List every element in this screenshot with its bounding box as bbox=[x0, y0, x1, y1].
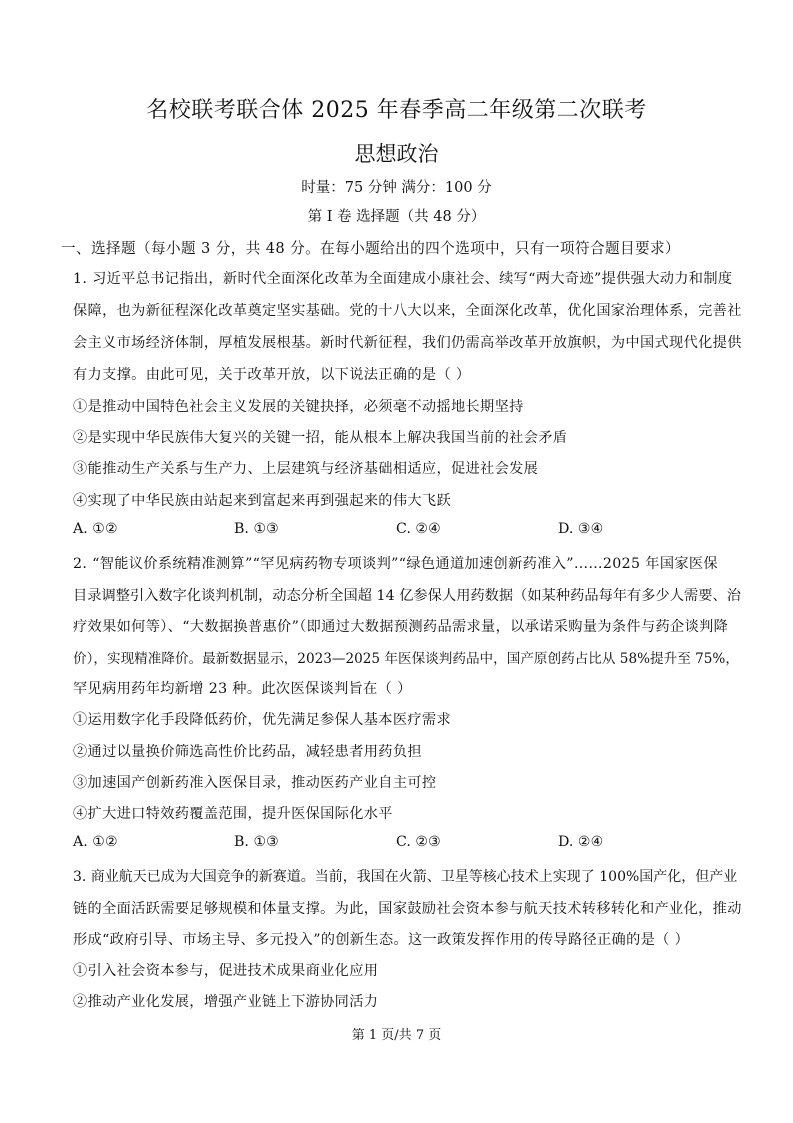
instructions: 一、选择题（每小题 3 分，共 48 分。在每小题给出的四个选项中，只有一项符合题目要求） bbox=[61, 240, 680, 257]
question-text-line: 链的全面活跃需要足够规模和体量支撑。为此，国家鼓励社会资本参与航天技术转移转化和产业化，推动 bbox=[73, 901, 742, 917]
question-text-line: 3. 商业航天已成为大国竞争的新赛道。当前，我国在火箭、卫星等核心技术上实现了 100%国产化，但产业 bbox=[73, 869, 738, 885]
option-d[interactable]: D. ②④ bbox=[558, 834, 604, 850]
question-text-line: 会主义市场经济体制，厚植发展根基。新时代新征程，我们仍需高举改革开放旗帜，为中国式现代化提供 bbox=[73, 335, 742, 351]
statement-item: ②是实现中华民族伟大复兴的关键一招，能从根本上解决我国当前的社会矛盾 bbox=[73, 430, 568, 446]
statement-item: ③加速国产创新药准入医保目录，推动医药产业自主可控 bbox=[73, 775, 437, 791]
statement-item: ①引入社会资本参与，促进技术成果商业化应用 bbox=[73, 963, 379, 979]
statement-item: ④实现了中华民族由站起来到富起来再到强起来的伟大飞跃 bbox=[73, 493, 451, 509]
question-text-line: 有力支撑。由此可见，关于改革开放，以下说法正确的是（ ） bbox=[73, 367, 471, 383]
question-text-line: 2. “智能议价系统精准测算”“罕见病药物专项谈判”“绿色通道加速创新药准入”……2025 年国家医保 bbox=[73, 556, 718, 572]
question-text-line: 目录调整引入数字化谈判机制，动态分析全国超 14 亿参保人用药数据（如某种药品每年有多少人需要、治 bbox=[73, 588, 741, 604]
question-text-line: 价），实现精准降价。最新数据显示，2023—2025 年医保谈判药品中，国产原创药占比从 58%提升至 75%， bbox=[73, 651, 739, 667]
exam-title: 名校联考联合体 2025 年春季高二年级第二次联考 bbox=[146, 98, 647, 123]
statement-item: ③能推动生产关系与生产力、上层建筑与经济基础相适应，促进社会发展 bbox=[73, 461, 539, 477]
option-a[interactable]: A. ①② bbox=[73, 834, 118, 850]
option-c[interactable]: C. ②③ bbox=[396, 834, 441, 850]
question-text-line: 疗效果如何等）、“大数据换普惠价”（即通过大数据预测药品需求量，以承诺采购量为条件与药企谈判降 bbox=[73, 619, 729, 635]
option-c[interactable]: C. ②④ bbox=[396, 521, 441, 537]
option-b[interactable]: B. ①③ bbox=[234, 834, 279, 850]
statement-item: ①是推动中国特色社会主义发展的关键抉择，必须毫不动摇地长期坚持 bbox=[73, 399, 524, 415]
question-text-line: 保障，也为新征程深化改革奠定坚实基础。党的十八大以来，全面深化改革，优化国家治理体系，完善社 bbox=[73, 303, 742, 319]
statement-item: ②通过以量换价筛选高性价比药品，减轻患者用药负担 bbox=[73, 744, 422, 760]
question-text-line: 1. 习近平总书记指出，新时代全面深化改革为全面建成小康社会、续写“两大奇迹”提供强大动力和制度 bbox=[73, 271, 733, 287]
subject-title: 思想政治 bbox=[354, 142, 439, 166]
option-b[interactable]: B. ①③ bbox=[234, 521, 279, 537]
page-number: 第 1 页/共 7 页 bbox=[351, 1028, 442, 1043]
question-text-line: 形成“政府引导、市场主导、多元投入”的创新生态。这一政策发挥作用的传导路径正确的是（ ） bbox=[73, 932, 690, 948]
statement-item: ④扩大进口特效药覆盖范围，提升医保国际化水平 bbox=[73, 806, 393, 822]
statement-item: ①运用数字化手段降低药价，优先满足参保人基本医疗需求 bbox=[73, 712, 451, 728]
option-d[interactable]: D. ③④ bbox=[558, 521, 604, 537]
question-text-line: 罕见病用药年均新增 23 种。此次医保谈判旨在（ ） bbox=[73, 681, 412, 697]
section-heading: 第 I 卷 选择题（共 48 分） bbox=[307, 209, 486, 225]
time-score: 时量：75 分钟 满分：100 分 bbox=[301, 180, 492, 196]
option-a[interactable]: A. ①② bbox=[73, 521, 118, 537]
statement-item: ②推动产业化发展，增强产业链上下游协同活力 bbox=[73, 994, 379, 1010]
